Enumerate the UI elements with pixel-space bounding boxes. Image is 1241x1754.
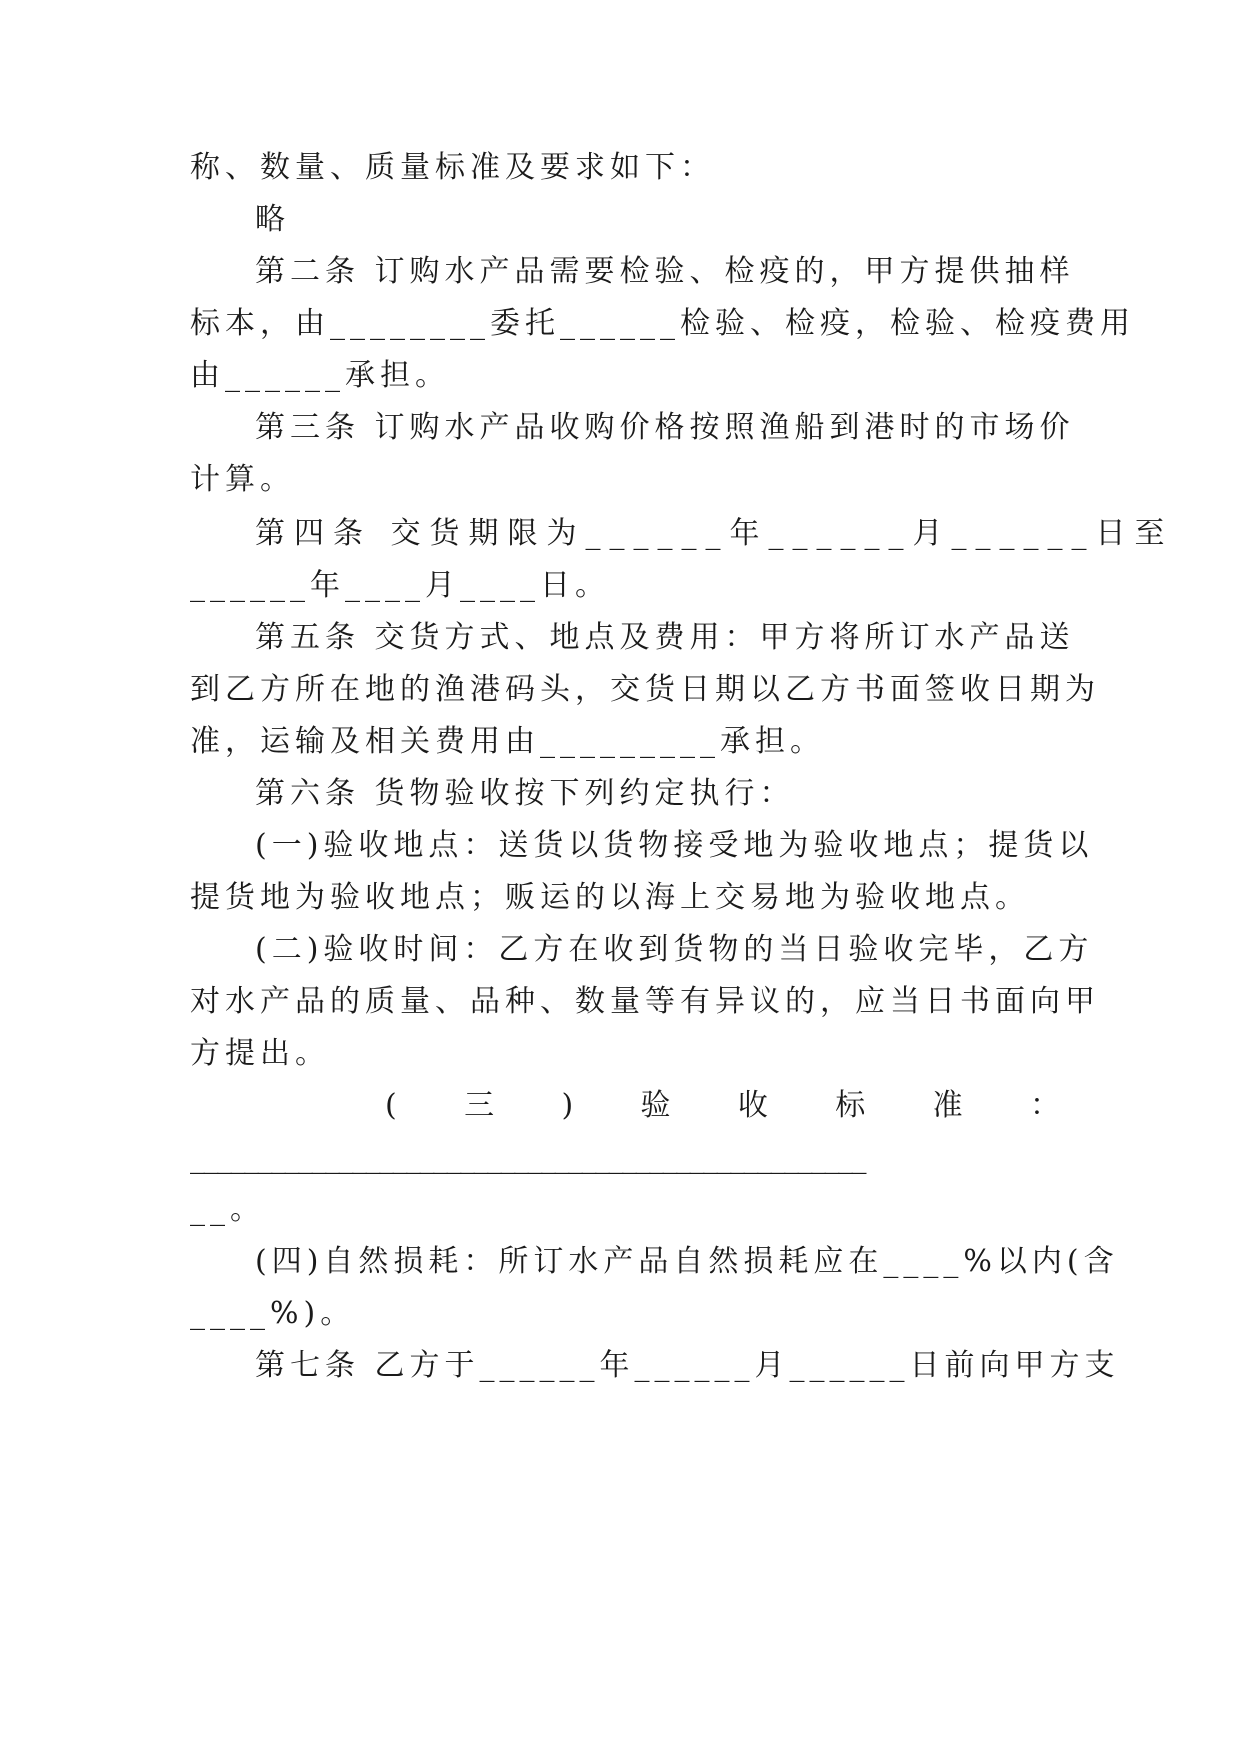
text-line: 计算。: [190, 462, 295, 497]
text-line: 到乙方所在地的渔港码头，交货日期以乙方书面签收日期为: [190, 672, 1100, 707]
text-line: __。: [190, 1192, 265, 1227]
text-line: 提货地为验收地点；贩运的以海上交易地为验收地点。: [190, 880, 1030, 915]
text-line: 称、数量、质量标准及要求如下：: [190, 150, 715, 185]
document-page: [190, 0, 1174, 1754]
text-line: 对水产品的质量、品种、数量等有异议的，应当日书面向甲: [190, 984, 1100, 1019]
text-line: 准，运输及相关费用由_________承担。: [190, 724, 825, 759]
article-4-line: 第四条 交货期限为______年______月______日至: [255, 516, 1174, 551]
blank-line: __________________________________________________: [190, 1140, 865, 1175]
article-6-line: 第六条 货物验收按下列约定执行：: [255, 776, 795, 811]
text-line: 标本，由________委托______检验、检疫，检验、检疫费用: [190, 306, 1135, 341]
clause-1-line: (一)验收地点：送货以货物接受地为验收地点；提货以: [255, 828, 1094, 863]
clause-2-line: (二)验收时间：乙方在收到货物的当日验收完毕，乙方: [255, 932, 1094, 967]
text-line: ______年____月____日。: [190, 568, 610, 603]
article-2-line: 第二条 订购水产品需要检验、检疫的，甲方提供抽样: [255, 254, 1075, 289]
text-line: 略: [255, 202, 290, 237]
article-7-line: 第七条 乙方于______年______月______日前向甲方支: [255, 1348, 1120, 1383]
article-3-line: 第三条 订购水产品收购价格按照渔船到港时的市场价: [255, 410, 1075, 445]
text-line: 方提出。: [190, 1036, 330, 1071]
clause-4-line: (四)自然损耗：所订水产品自然损耗应在____%以内(含: [255, 1244, 1119, 1279]
text-line: ____%)。: [190, 1296, 356, 1331]
clause-3-heading: ( 三 ) 验 收 标 准 ：: [385, 1088, 1060, 1123]
article-5-line: 第五条 交货方式、地点及费用：甲方将所订水产品送: [255, 620, 1075, 655]
text-line: 由______承担。: [190, 358, 450, 393]
